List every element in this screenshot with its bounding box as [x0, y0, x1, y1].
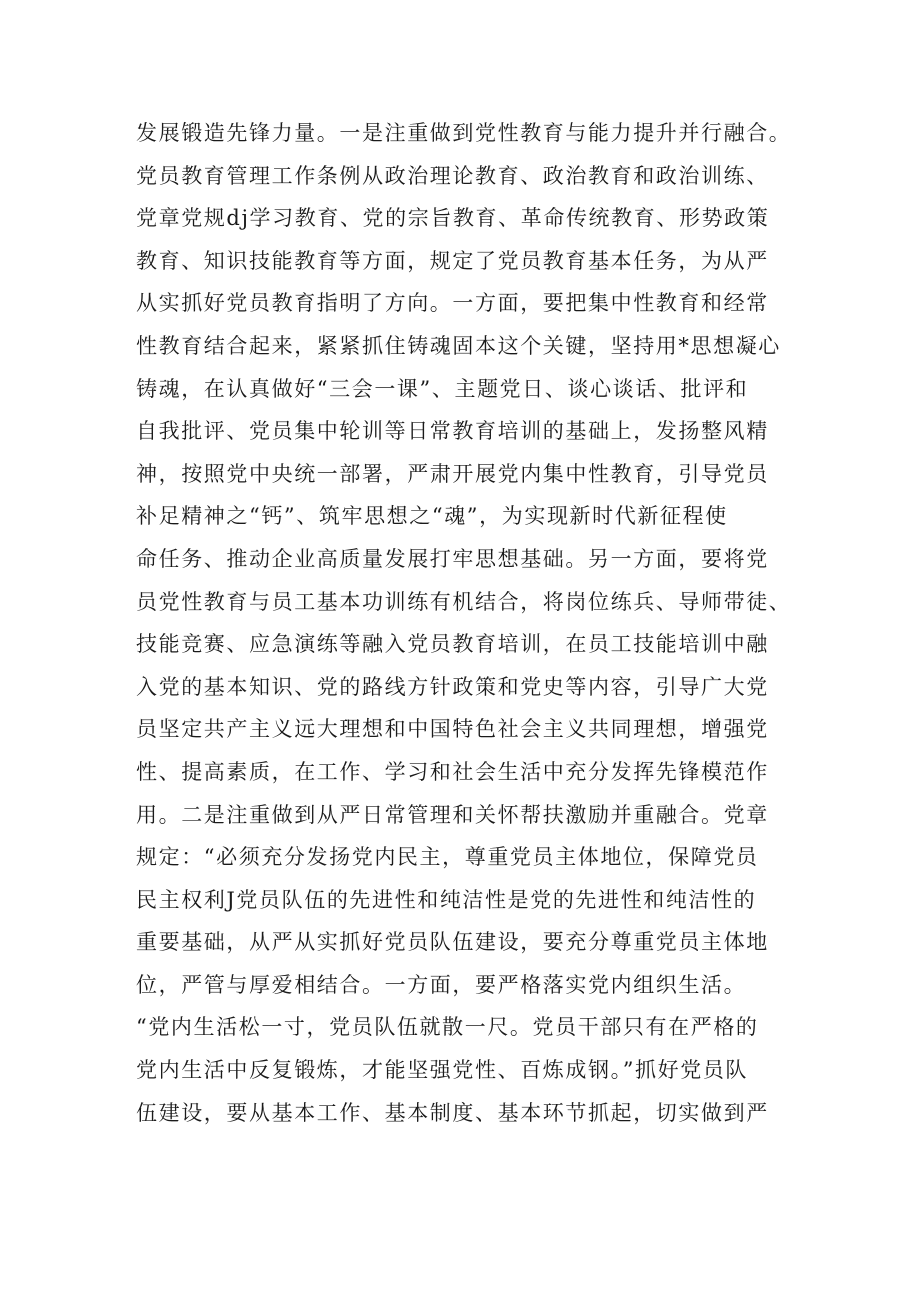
text-line: 自我批评、党员集中轮训等日常教育培训的基础上，发扬整风精 [136, 419, 769, 444]
text-line: 性、提高素质，在工作、学习和社会生活中充分发挥先锋模范作 [136, 759, 769, 784]
text-line: 员党性教育与员工基本功训练有机结合，将岗位练兵、导师带徒、 [136, 589, 792, 614]
text-line: 神，按照党中央统一部署，严肃开展党内集中性教育，引导党员 [136, 461, 769, 486]
text-line: 从实抓好党员教育指明了方向。一方面，要把集中性教育和经常 [136, 291, 769, 316]
text-line: 党员教育管理工作条例从政治理论教育、政治教育和政治训练、 [136, 163, 769, 188]
text-line: 发展锻造先锋力量。一是注重做到党性教育与能力提升并行融合。 [136, 121, 792, 145]
text-line: 位，严管与厚爱相结合。一方面，要严格落实党内组织生活。 [136, 972, 747, 997]
text-line: 重要基础，从严从实抓好党员队伍建设，要充分尊重党员主体地 [136, 930, 769, 955]
text-line: 补足精神之“钙”、筑牢思想之“魂”，为实现新时代新征程使 [136, 504, 728, 529]
text-line: 命任务、推动企业高质量发展打牢思想基础。另一方面，要将党 [136, 546, 769, 571]
text-line: 伍建设，要从基本工作、基本制度、基本环节抓起，切实做到严 [136, 1100, 769, 1125]
text-line: “党内生活松一寸，党员队伍就散一尺。党员干部只有在严格的 [136, 1015, 759, 1040]
text-line: 党内生活中反复锻炼，才能坚强党性、百炼成钢。”抓好党员队 [136, 1058, 749, 1083]
text-line: 员坚定共产主义远大理想和中国特色社会主义共同理想，增强党 [136, 717, 769, 742]
text-line: 技能竞赛、应急演练等融入党员教育培训，在员工技能培训中融 [136, 632, 769, 657]
text-line: 入党的基本知识、党的路线方针政策和党史等内容，引导广大党 [136, 674, 769, 699]
body-text [136, 112, 816, 1134]
text-line: 规定：“必须充分发扬党内民主，尊重党员主体地位，保障党员 [136, 845, 759, 870]
text-line: 铸魂，在认真做好“三会一课”、主题党日、谈心谈话、批评和 [136, 376, 749, 401]
text-line: 教育、知识技能教育等方面，规定了党员教育基本任务，为从严 [136, 248, 769, 273]
text-line: 性教育结合起来，紧紧抓住铸魂固本这个关键，坚持用*思想凝心 [136, 333, 781, 358]
text-line: 用。二是注重做到从严日常管理和关怀帮扶激励并重融合。党章 [136, 802, 769, 827]
text-line: 党章党规dj学习教育、党的宗旨教育、革命传统教育、形势政策 [136, 206, 770, 231]
text-line: 民主权利J党员队伍的先进性和纯洁性是党的先进性和纯洁性的 [136, 887, 757, 912]
